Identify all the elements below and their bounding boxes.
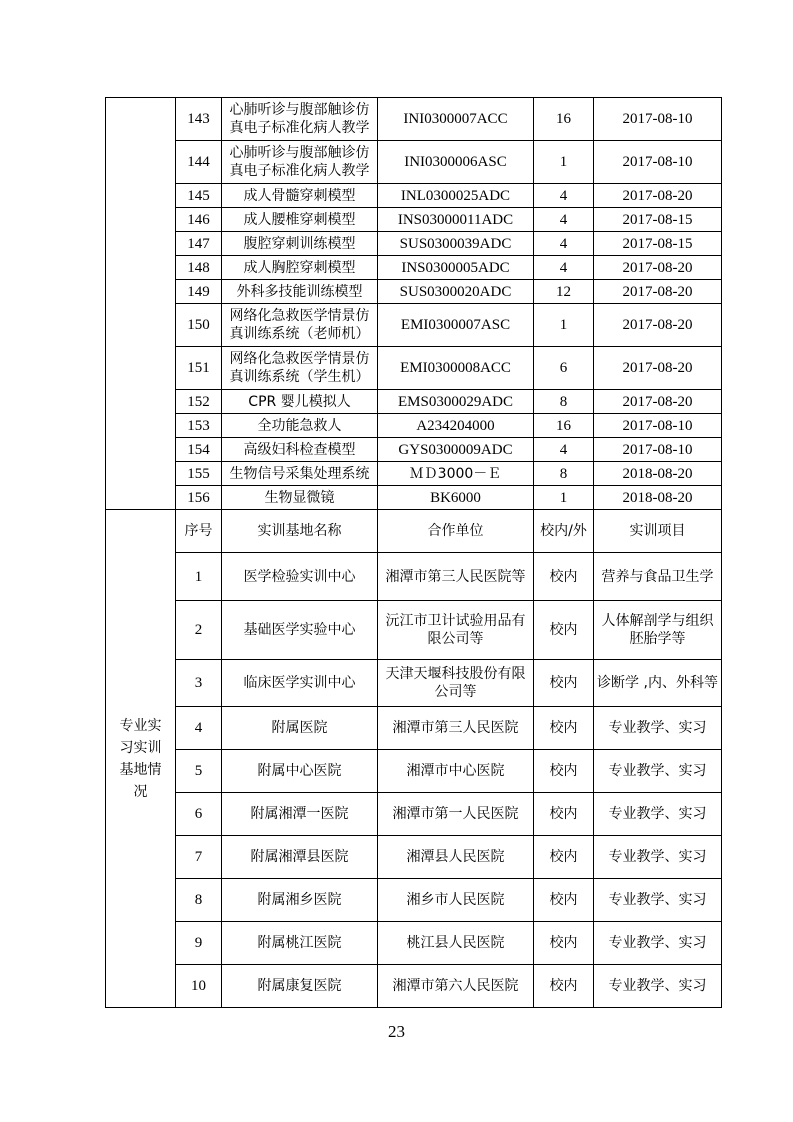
base-name: 附属康复医院 [222,965,378,1008]
column-header-partner: 合作单位 [378,510,534,553]
base-name: 临床医学实训中心 [222,660,378,707]
column-header-location: 校内/外 [534,510,594,553]
location: 校内 [534,965,594,1008]
table-row [106,793,722,836]
partner-unit: 湘潭市第三人民医院等 [378,553,534,601]
table-row [106,879,722,922]
base-name: 附属湘潭一医院 [222,793,378,836]
table-row [106,486,722,510]
equipment-name: 全功能急救人 [222,414,378,438]
equipment-name: 网络化急救医学情景仿真训练系统（老师机） [222,304,378,347]
row-number: 4 [176,707,222,750]
purchase-date: 2017-08-20 [594,280,722,304]
training-project: 专业教学、实习 [594,965,722,1008]
row-number: 6 [176,793,222,836]
location: 校内 [534,601,594,660]
equipment-model: EMI0300008ACC [378,347,534,390]
training-project: 专业教学、实习 [594,879,722,922]
location: 校内 [534,553,594,601]
row-number: 2 [176,601,222,660]
training-project: 专业教学、实习 [594,707,722,750]
table-row [106,280,722,304]
location: 校内 [534,750,594,793]
training-project: 专业教学、实习 [594,793,722,836]
row-number: 144 [176,141,222,184]
equipment-name: 心肺听诊与腹部触诊仿真电子标准化病人教学 [222,98,378,141]
table-row [106,232,722,256]
equipment-model: GYS0300009ADC [378,438,534,462]
table-header-row [106,510,722,553]
partner-unit: 沅江市卫计试验用品有限公司等 [378,601,534,660]
row-number: 146 [176,208,222,232]
location: 校内 [534,793,594,836]
equipment-quantity: 6 [534,347,594,390]
training-project: 人体解剖学与组织胚胎学等 [594,601,722,660]
location: 校内 [534,836,594,879]
equipment-model: SUS0300020ADC [378,280,534,304]
equipment-model: INS0300005ADC [378,256,534,280]
training-project: 专业教学、实习 [594,836,722,879]
table-row [106,660,722,707]
equipment-name: 成人腰椎穿刺模型 [222,208,378,232]
row-number: 147 [176,232,222,256]
table-row [106,98,722,141]
table-row [106,256,722,280]
purchase-date: 2017-08-15 [594,208,722,232]
base-name: 附属湘潭县医院 [222,836,378,879]
row-number: 145 [176,184,222,208]
row-number: 155 [176,462,222,486]
purchase-date: 2017-08-10 [594,98,722,141]
equipment-model: INI0300006ASC [378,141,534,184]
location: 校内 [534,660,594,707]
partner-unit: 湘潭市第一人民医院 [378,793,534,836]
section-label: 专业实习实训基地情况 [106,510,176,1008]
table-row [106,965,722,1008]
row-number: 150 [176,304,222,347]
location: 校内 [534,707,594,750]
table-row [106,184,722,208]
equipment-model: EMI0300007ASC [378,304,534,347]
equipment-name: 高级妇科检查模型 [222,438,378,462]
equipment-model: INL0300025ADC [378,184,534,208]
equipment-quantity: 1 [534,304,594,347]
row-number: 3 [176,660,222,707]
purchase-date: 2017-08-10 [594,141,722,184]
table-row [106,141,722,184]
equipment-name: 生物显微镜 [222,486,378,510]
row-number: 154 [176,438,222,462]
row-number: 153 [176,414,222,438]
row-number: 10 [176,965,222,1008]
equipment-name: 外科多技能训练模型 [222,280,378,304]
equipment-name: 成人胸腔穿刺模型 [222,256,378,280]
equipment-model: BK6000 [378,486,534,510]
base-name: 基础医学实验中心 [222,601,378,660]
purchase-date: 2017-08-15 [594,232,722,256]
partner-unit: 湘潭市中心医院 [378,750,534,793]
purchase-date: 2017-08-20 [594,347,722,390]
row-number: 5 [176,750,222,793]
equipment-quantity: 8 [534,462,594,486]
equipment-quantity: 1 [534,486,594,510]
partner-unit: 天津天堰科技股份有限公司等 [378,660,534,707]
equipment-name: CPR 婴儿模拟人 [222,390,378,414]
location: 校内 [534,879,594,922]
equipment-quantity: 4 [534,232,594,256]
base-name: 医学检验实训中心 [222,553,378,601]
table-row [106,836,722,879]
equipment-name: 心肺听诊与腹部触诊仿真电子标准化病人教学 [222,141,378,184]
purchase-date: 2018-08-20 [594,462,722,486]
equipment-model: SUS0300039ADC [378,232,534,256]
table-row [106,208,722,232]
purchase-date: 2017-08-20 [594,304,722,347]
partner-unit: 湘潭市第六人民医院 [378,965,534,1008]
row-number: 149 [176,280,222,304]
equipment-quantity: 12 [534,280,594,304]
purchase-date: 2017-08-20 [594,390,722,414]
table-row [106,414,722,438]
row-number: 152 [176,390,222,414]
training-project: 营养与食品卫生学 [594,553,722,601]
table-row [106,707,722,750]
equipment-section-cell [106,98,176,510]
equipment-quantity: 4 [534,438,594,462]
base-name: 附属桃江医院 [222,922,378,965]
purchase-date: 2017-08-20 [594,184,722,208]
purchase-date: 2018-08-20 [594,486,722,510]
equipment-quantity: 16 [534,98,594,141]
column-header-project: 实训项目 [594,510,722,553]
purchase-date: 2017-08-10 [594,438,722,462]
equipment-model: INS03000011ADC [378,208,534,232]
equipment-name: 腹腔穿刺训练模型 [222,232,378,256]
equipment-model: INI0300007ACC [378,98,534,141]
document-table-area [105,97,721,1014]
column-header-base-name: 实训基地名称 [222,510,378,553]
column-header-number: 序号 [176,510,222,553]
base-name: 附属中心医院 [222,750,378,793]
equipment-name: 生物信号采集处理系统 [222,462,378,486]
table-row [106,922,722,965]
table-row [106,347,722,390]
purchase-date: 2017-08-10 [594,414,722,438]
equipment-model: ＭＤ3000－Ｅ [378,462,534,486]
base-name: 附属湘乡医院 [222,879,378,922]
equipment-quantity: 8 [534,390,594,414]
row-number: 8 [176,879,222,922]
table-row [106,750,722,793]
equipment-quantity: 16 [534,414,594,438]
training-project: 诊断学 ,内、外科等 [594,660,722,707]
partner-unit: 桃江县人民医院 [378,922,534,965]
partner-unit: 湘乡市人民医院 [378,879,534,922]
row-number: 1 [176,553,222,601]
equipment-quantity: 4 [534,184,594,208]
page-number: 23 [388,1022,405,1041]
equipment-quantity: 1 [534,141,594,184]
table-row [106,601,722,660]
equipment-name: 成人骨髓穿刺模型 [222,184,378,208]
row-number: 151 [176,347,222,390]
equipment-quantity: 4 [534,208,594,232]
table-row [106,438,722,462]
training-project: 专业教学、实习 [594,750,722,793]
base-name: 附属医院 [222,707,378,750]
partner-unit: 湘潭县人民医院 [378,836,534,879]
table-row [106,390,722,414]
equipment-model: A234204000 [378,414,534,438]
row-number: 9 [176,922,222,965]
row-number: 148 [176,256,222,280]
row-number: 7 [176,836,222,879]
table-row [106,304,722,347]
training-project: 专业教学、实习 [594,922,722,965]
equipment-quantity: 4 [534,256,594,280]
partner-unit: 湘潭市第三人民医院 [378,707,534,750]
equipment-name: 网络化急救医学情景仿真训练系统（学生机） [222,347,378,390]
equipment-model: EMS0300029ADC [378,390,534,414]
location: 校内 [534,922,594,965]
row-number: 143 [176,98,222,141]
table-row [106,462,722,486]
resource-table [105,97,722,1008]
row-number: 156 [176,486,222,510]
table-row [106,553,722,601]
purchase-date: 2017-08-20 [594,256,722,280]
